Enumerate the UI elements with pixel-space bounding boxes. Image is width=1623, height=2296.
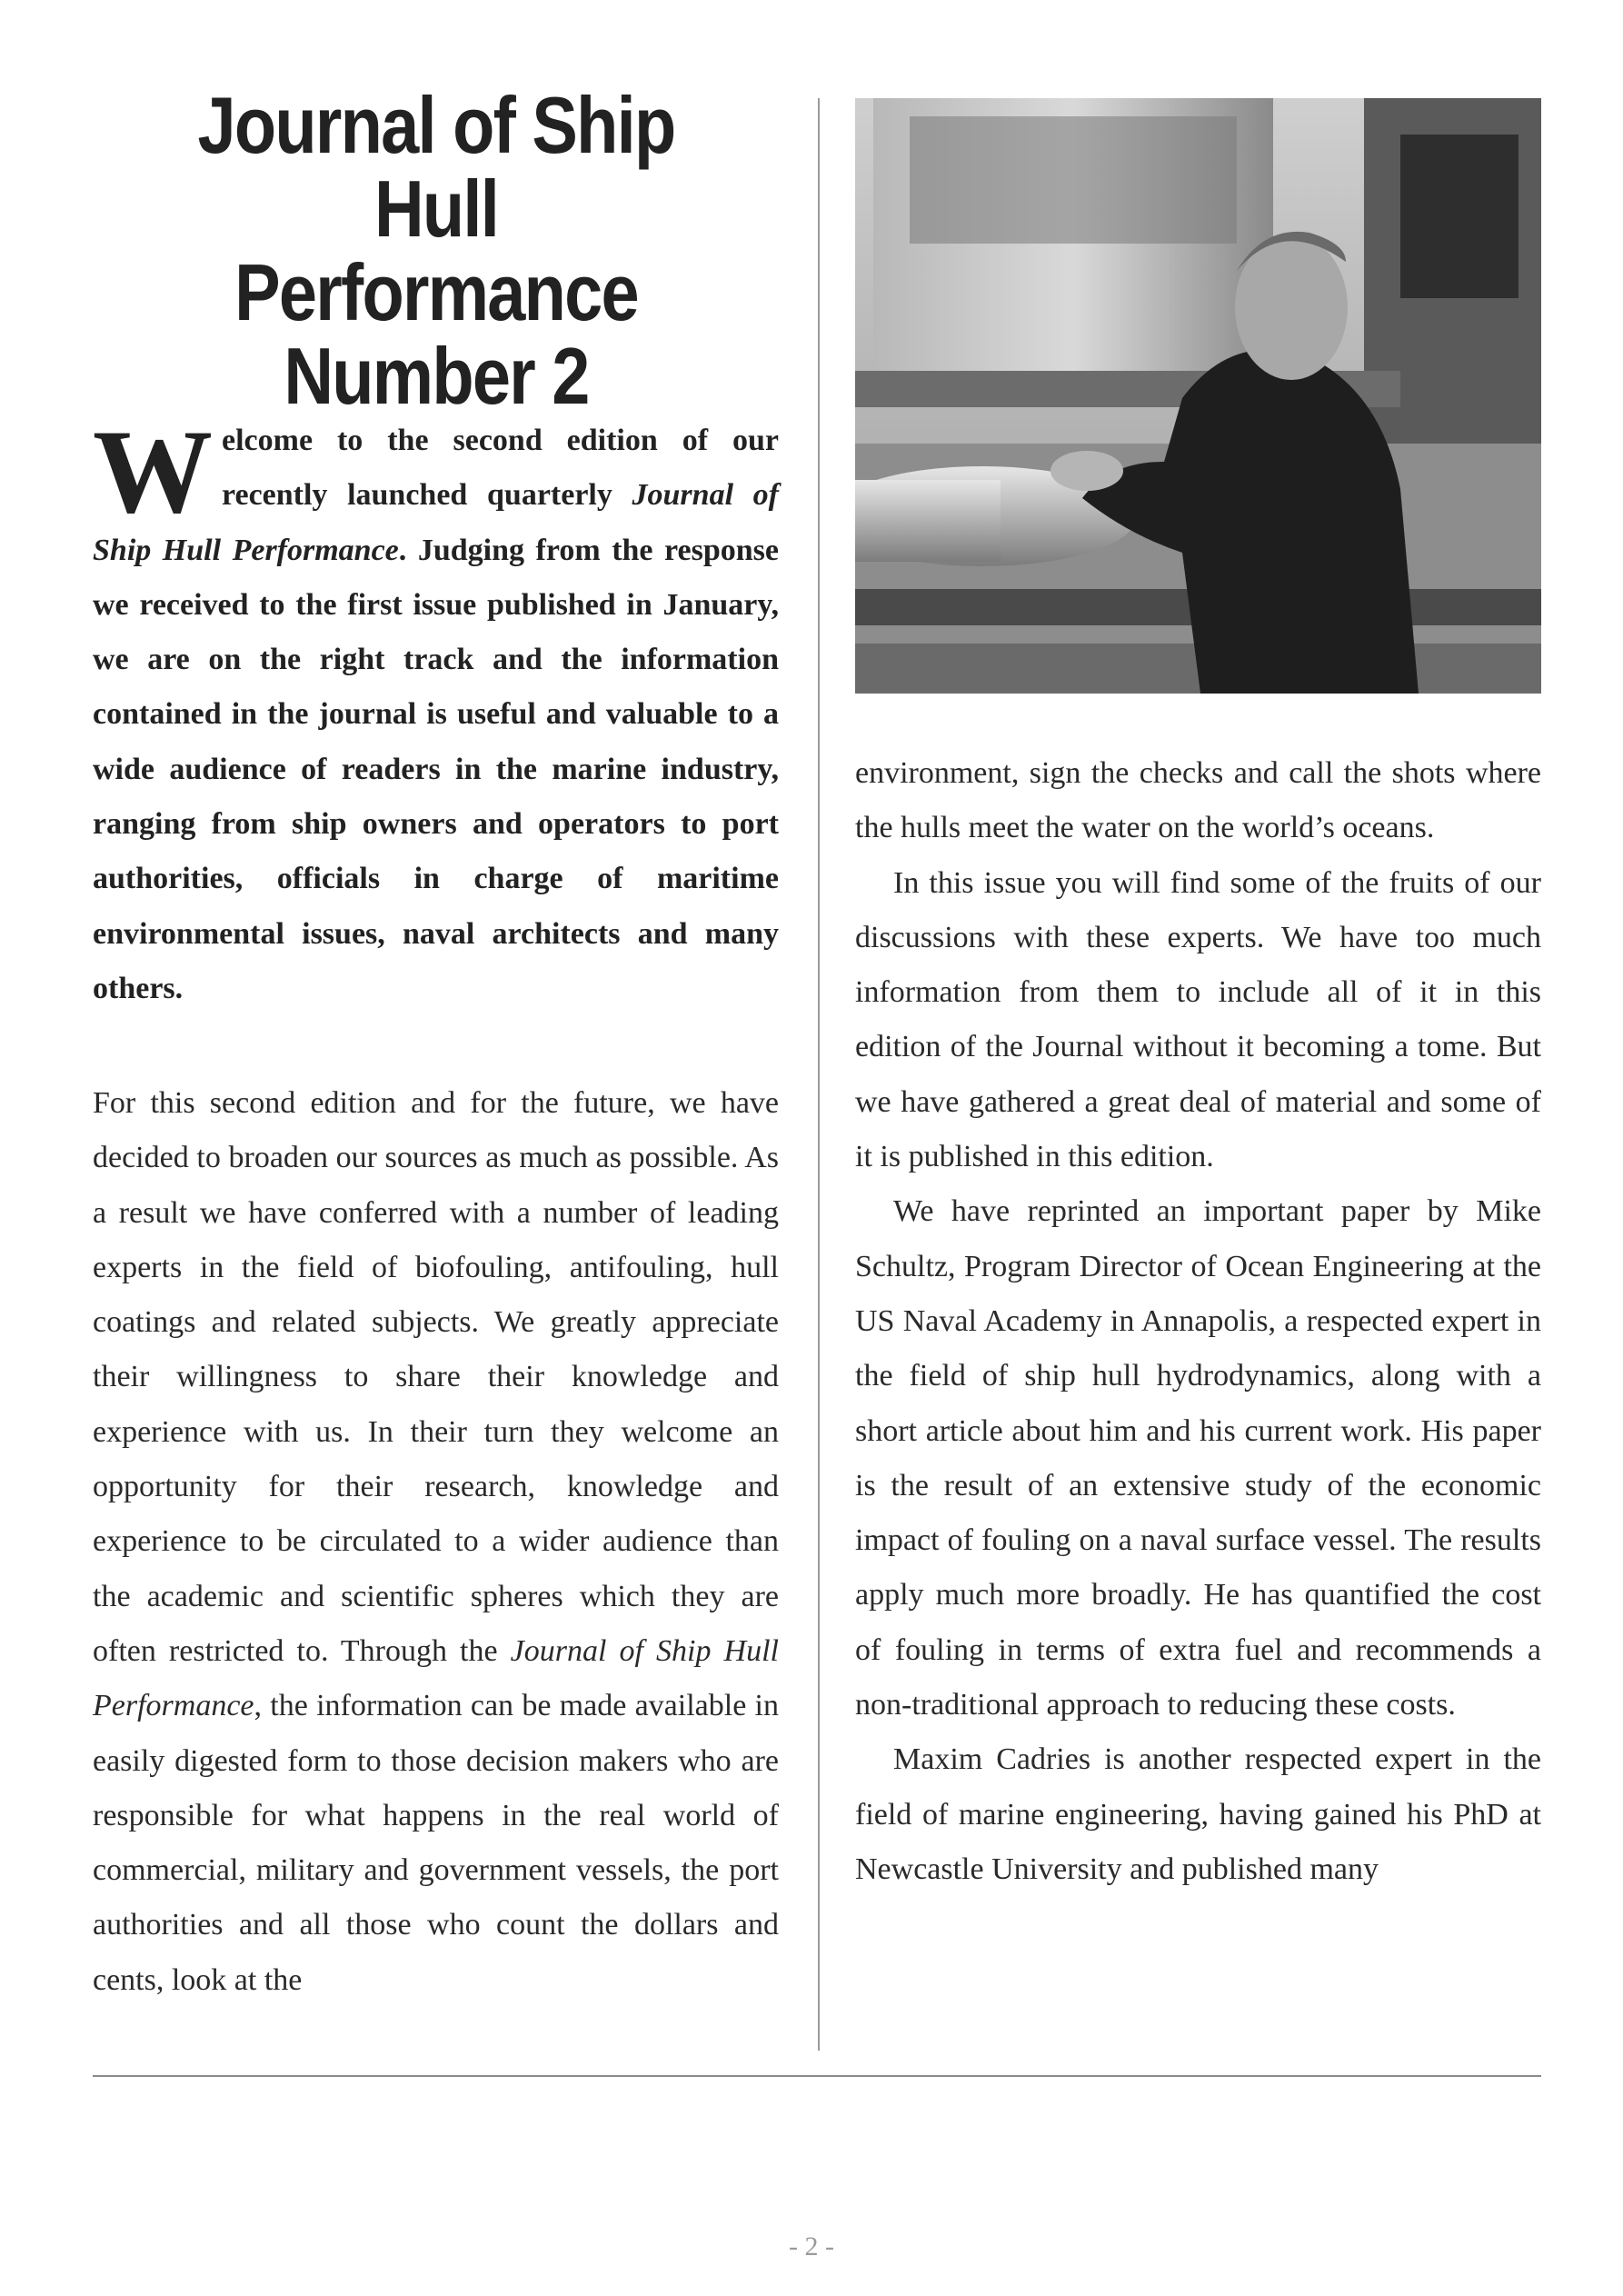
page-title bbox=[139, 80, 733, 421]
intro-text-start: elcome to the second edition of our recently launched quarterly bbox=[222, 424, 779, 513]
title-line-1: Journal of Ship Hull bbox=[197, 80, 675, 254]
left-column-body bbox=[93, 1076, 779, 2008]
right-paragraph-3: We have reprinted an important paper by Mike Schultz, Program Director of Ocean Engineering at the US Naval Academy in Annapolis, a respected expert in the field of ship hull hydrodynamics, along with a short article about him and his current work. His paper is the result of an extensive study of the economic impact of fouling on a naval surface vessel. The results apply much more broadly. He has quantified the cost of fouling in terms of extra fuel and recommends a non-traditional approach to reducing these costs. bbox=[855, 1194, 1541, 1722]
left-body-text-start: For this second edition and for the future, we have decided to broaden our sources as much as possible. As a result we have conferred with a number of leading experts in the field of biofouling, antifouling, hull coatings and related subjects. We greatly appreciate their willingness to share their knowledge and experience with us. In their turn they welcome an opportunity for their research, knowledge and experience to be circulated to a wider audience than the academic and scientific spheres which they are often restricted to. Through the bbox=[93, 1086, 779, 1668]
right-column-body bbox=[855, 746, 1541, 1897]
page-number: - 2 - bbox=[789, 2231, 834, 2261]
bottom-rule bbox=[93, 2075, 1541, 2077]
journal-name-italic: Journal of Ship Hull Performance bbox=[93, 478, 779, 567]
man-beside-truck-image bbox=[855, 98, 1541, 694]
right-paragraph-4: Maxim Cadries is another respected expert in the field of marine engineering, having gained his PhD at Newcastle University and published many bbox=[855, 1742, 1541, 1886]
title-line-3: Number 2 bbox=[284, 331, 589, 421]
left-body-text-end: , the information can be made available in easily digested form to those decision makers who are responsible for what happens in the real world of commercial, military and government vessels, the port authorities and all those who count the dollars and cents, look at the bbox=[93, 1689, 779, 1997]
drop-cap: W bbox=[93, 404, 213, 538]
title-line-2: Performance bbox=[234, 247, 638, 337]
right-paragraph-1: environment, sign the checks and call the shots where the hulls meet the water on the world’s oceans. bbox=[855, 756, 1541, 845]
portrait-photo bbox=[855, 98, 1541, 694]
left-body-journal-italic: Journal of Ship Hull Performance bbox=[93, 1633, 779, 1723]
right-paragraph-2: In this issue you will find some of the fruits of our discussions with these experts. We have too much information from them to include all of it in this edition of the Journal without it becoming a tome. But we have gathered a great deal of material and some of it is published in this edition. bbox=[855, 865, 1541, 1174]
intro-text-end: . Judging from the response we received to the first issue published in January, we are on the right track and the information contained in the journal is useful and valuable to a wide audience of readers in the marine industry, ranging from ship owners and operators to port authorities, officials in charge of maritime environmental issues, naval architects and many others. bbox=[93, 533, 779, 1005]
column-divider bbox=[818, 98, 820, 2051]
intro-paragraph bbox=[93, 404, 779, 1016]
